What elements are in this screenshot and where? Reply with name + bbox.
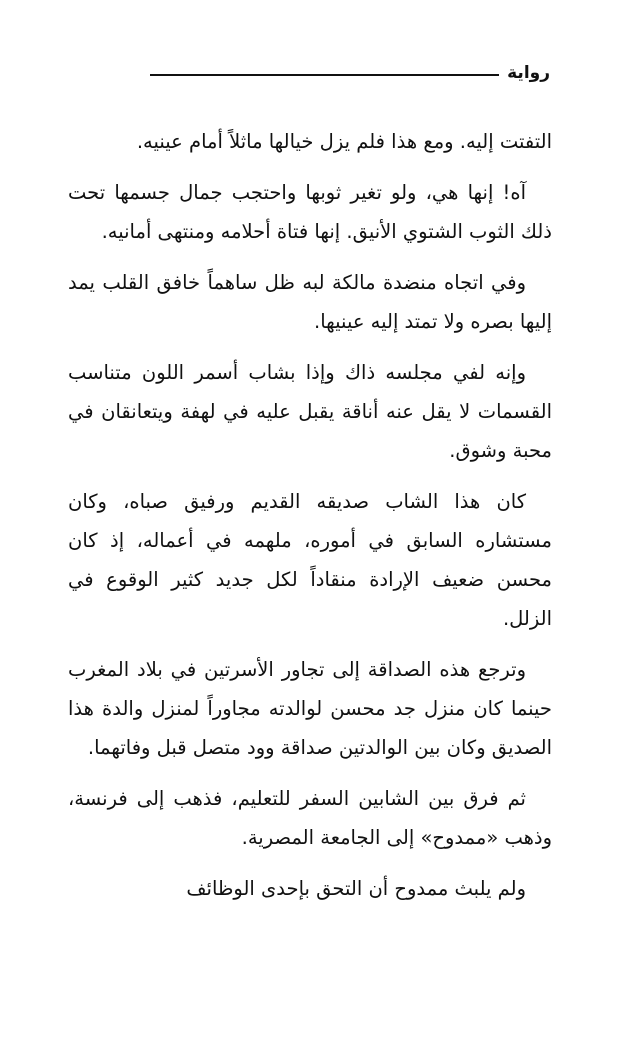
paragraph: وترجع هذه الصداقة إلى تجاور الأسرتين في بلاد المغرب حينما كان منزل جد محسن لوالدته مجاوراً لمنزل والدة هذا الصديق وكان بين الوالدتين صداقة وود متصل قبل وفاتهما.: [68, 658, 552, 759]
paragraph: التفتت إليه. ومع هذا فلم يزل خيالها ماثلاً أمام عينيه.: [136, 130, 552, 153]
running-header-title: رواية: [507, 63, 550, 83]
running-header: [150, 60, 550, 86]
paragraph: ولم يلبث ممدوح أن التحق بإحدى الوظائف: [186, 877, 526, 900]
body-text: [68, 122, 552, 920]
paragraph: آه! إنها هي، ولو تغير ثوبها واحتجب جمال جسمها تحت ذلك الثوب الشتوي الأنيق. إنها فتاة أحلامه ومنتهى أمانيه.: [68, 181, 552, 243]
paragraph: كان هذا الشاب صديقه القديم ورفيق صباه، وكان مستشاره السابق في أموره، ملهمه في أعماله، إذ كان محسن ضعيف الإرادة منقاداً لكل جديد كثير الوقوع في الزلل.: [68, 490, 552, 630]
paragraph: ثم فرق بين الشابين السفر للتعليم، فذهب إلى فرنسة، وذهب «ممدوح» إلى الجامعة المصرية.: [68, 787, 552, 849]
header-rule: [150, 74, 499, 76]
paragraph: وإنه لفي مجلسه ذاك وإذا بشاب أسمر اللون متناسب القسمات لا يقل عنه أناقة يقبل عليه في لهفة ويتعانقان في محبة وشوق.: [68, 361, 552, 462]
paragraph: وفي اتجاه منضدة مالكة لبه ظل ساهماً خافق القلب يمد إليها بصره ولا تمتد إليه عينيها.: [68, 271, 552, 333]
